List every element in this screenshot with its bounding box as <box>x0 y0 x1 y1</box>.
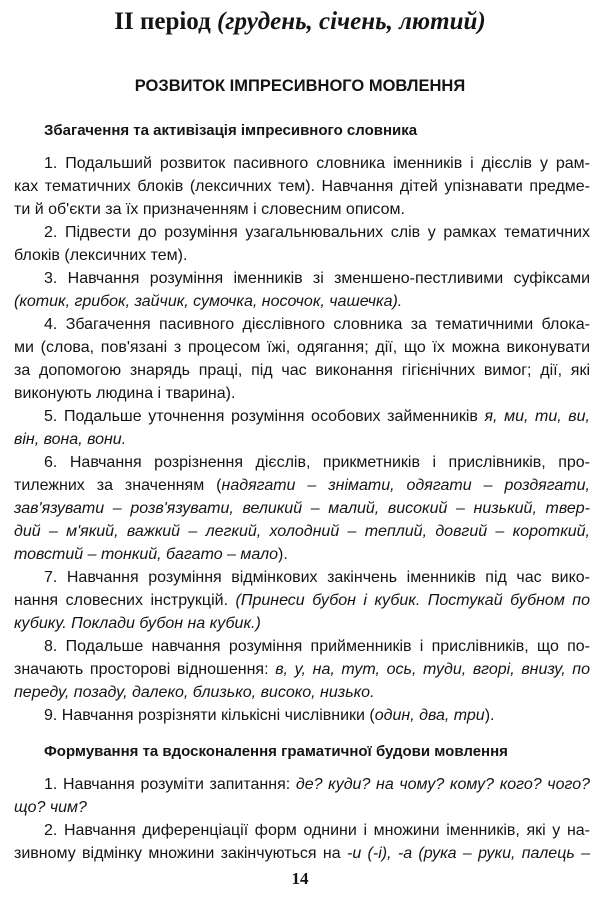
title-main: II період <box>114 8 217 35</box>
text-line: ках тематичних блоків (лексичних тем). Навчання дітей упізнавати предме- <box>14 178 590 195</box>
text-line: ми (слова, пов'язані з процесом їжі, одягання; дії, що їх можна виконувати <box>14 339 590 356</box>
section-heading: РОЗВИТОК ІМПРЕСИВНОГО МОВЛЕННЯ <box>134 77 466 95</box>
text-line: дий – м'який, важкий – легкий, холодний – теплий, довгий – короткий, <box>14 523 590 540</box>
text-line: 2. Навчання диференціації форм однини і множини іменників, які у на- <box>44 822 590 839</box>
text-line: 6. Навчання розрізнення дієслів, прикметників і прислівників, про- <box>44 454 590 471</box>
page-title <box>0 6 600 38</box>
text-line: товстий – тонкий, багато – мало). <box>14 546 288 563</box>
text-line: (котик, грибок, зайчик, сумочка, носочок, чашечка). <box>14 293 403 310</box>
text-line: 8. Подальше навчання розуміння прийменників і прислівників, що по- <box>44 638 590 655</box>
page-number: 14 <box>291 869 309 888</box>
text-line: що? чим? <box>14 799 87 816</box>
text-line: 5. Подальше уточнення розуміння особових займенників я, ми, ти, ви, <box>44 408 591 425</box>
text-line: 1. Подальший розвиток пасивного словника іменників і дієслів у рам- <box>44 155 590 172</box>
text-line: тилежних за значенням (надягати – знімати, одягати – роздягати, <box>14 477 591 494</box>
text-line: за допомогою знарядь праці, під час виконання гігієнічних вимог; дії, які <box>14 362 590 379</box>
text-line: виконують людина і тварина). <box>14 385 236 402</box>
subsection-heading-grammar: Формування та вдосконалення граматичної будови мовлення <box>44 743 508 760</box>
text-line: 1. Навчання розуміти запитання: де? куди? на чому? кому? кого? чого? <box>44 776 590 793</box>
text-line: зав'язувати – розв'язувати, великий – малий, високий – низький, твер- <box>14 500 590 517</box>
text-line: він, вона, вони. <box>14 431 127 448</box>
text-line: блоків (лексичних тем). <box>14 247 188 264</box>
text-line: 3. Навчання розуміння іменників зі зменшено-пестливими суфіксами <box>44 270 590 287</box>
text-line: 4. Збагачення пасивного дієслівного словника за тематичними блока- <box>44 316 590 333</box>
text-line: ти й об'єкти за їх призначенням і словесним описом. <box>14 201 405 218</box>
subsection-heading-vocabulary: Збагачення та активізація імпресивного словника <box>44 122 418 139</box>
text-line: зивному відмінку множини закінчуються на -и (-і), -а (рука – руки, палець – <box>14 845 591 862</box>
text-line: 7. Навчання розуміння відмінкових закінчень іменників під час вико- <box>44 569 590 586</box>
text-line: значають просторові відношення: в, у, на, тут, ось, туди, вгорі, внизу, по <box>14 661 590 678</box>
title-months: (грудень, січень, лютий) <box>216 8 486 35</box>
text-line: переду, позаду, далеко, близько, високо, низько. <box>14 684 375 701</box>
text-line: 2. Підвести до розуміння узагальнювальних слів у рамках тематичних <box>44 224 590 241</box>
text-line: нання словесних інструкцій. (Принеси бубон і кубик. Постукай бубном по <box>14 592 590 609</box>
text-line: кубику. Поклади бубон на кубик.) <box>14 615 261 632</box>
text-line: 9. Навчання розрізняти кількісні числівники (один, два, три). <box>44 707 495 724</box>
